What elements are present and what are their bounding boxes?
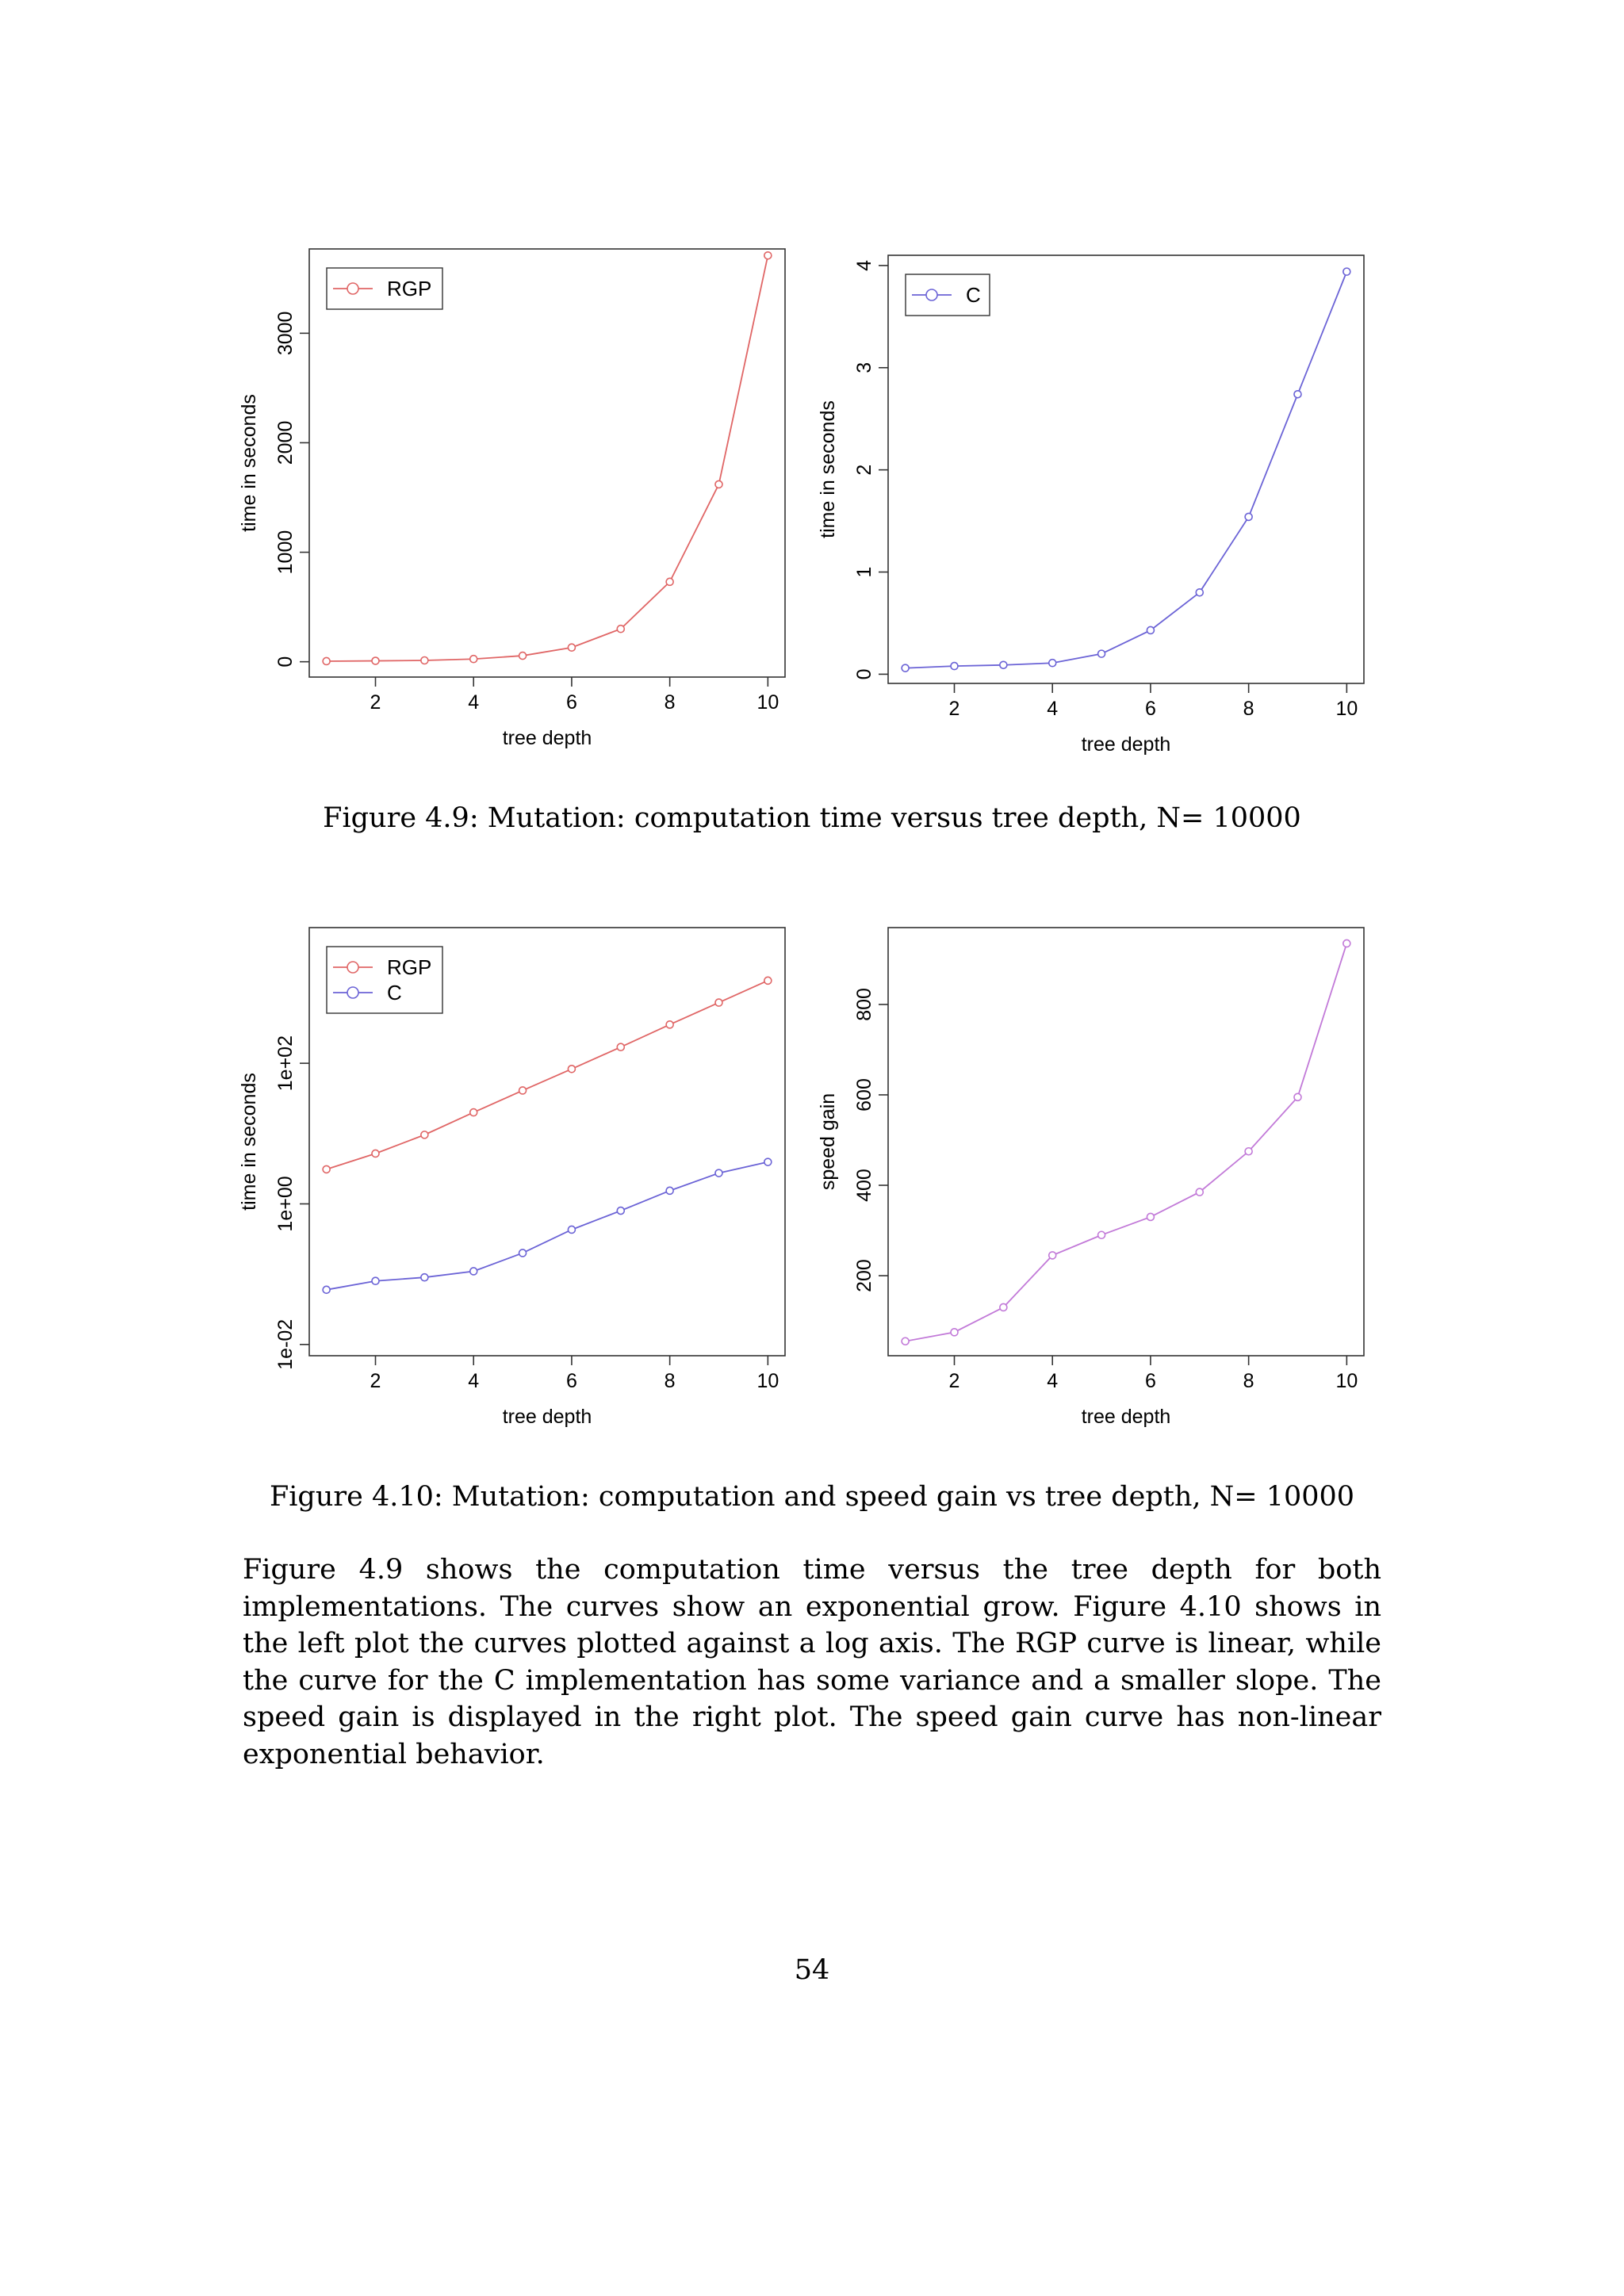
x-tick-label: 10 xyxy=(1335,698,1358,720)
data-point-series xyxy=(1000,1303,1007,1311)
legend-swatch-marker xyxy=(347,283,358,294)
y-tick-label: 1e+00 xyxy=(274,1176,297,1232)
data-point-rgp xyxy=(470,1109,477,1116)
x-tick-label: 8 xyxy=(664,1370,676,1392)
y-tick-label: 4 xyxy=(853,259,875,271)
legend-label: RGP xyxy=(387,955,432,979)
plot-frame xyxy=(888,255,1364,683)
data-point-series xyxy=(1343,939,1350,947)
chart-svg xyxy=(230,238,801,777)
y-tick-label: 1000 xyxy=(274,530,297,575)
x-tick-label: 8 xyxy=(1243,1370,1254,1392)
y-tick-label: 0 xyxy=(274,656,297,668)
data-point-c xyxy=(372,1277,379,1284)
data-point-series xyxy=(902,1337,909,1345)
series-line-series xyxy=(906,943,1347,1341)
data-point-rgp xyxy=(666,1021,673,1028)
data-point-c xyxy=(764,1158,772,1165)
plot-frame xyxy=(309,249,785,677)
data-point-rgp xyxy=(421,1131,428,1138)
y-tick-label: 3 xyxy=(853,362,875,373)
x-tick-label: 10 xyxy=(1335,1370,1358,1392)
data-point-c xyxy=(715,1169,722,1177)
y-tick-label: 0 xyxy=(853,668,875,680)
legend-label: C xyxy=(966,283,981,307)
x-tick-label: 2 xyxy=(948,1370,960,1392)
x-tick-label: 4 xyxy=(1047,698,1059,720)
series-line-c xyxy=(906,272,1347,668)
chart-fig410-right xyxy=(809,920,1380,1459)
data-point-series xyxy=(1196,1188,1203,1196)
data-point-rgp xyxy=(323,657,330,664)
y-tick-label: 1e-02 xyxy=(274,1318,297,1370)
legend-swatch-marker xyxy=(347,987,358,998)
y-tick-label: 600 xyxy=(853,1078,875,1112)
series-line-rgp xyxy=(327,255,768,661)
x-tick-label: 8 xyxy=(1243,698,1254,720)
data-point-rgp xyxy=(617,1043,624,1050)
data-point-series xyxy=(1049,1252,1056,1259)
y-tick-label: 1 xyxy=(853,566,875,578)
x-axis-label: tree depth xyxy=(502,727,592,749)
page-number: 54 xyxy=(794,1954,830,1986)
data-point-c xyxy=(1000,661,1007,668)
y-tick-label: 400 xyxy=(853,1169,875,1202)
x-axis-label: tree depth xyxy=(1081,1406,1171,1428)
chart-fig49-left xyxy=(230,238,801,777)
y-tick-label: 2000 xyxy=(274,420,297,465)
legend-swatch-marker xyxy=(347,962,358,973)
data-point-c xyxy=(1098,650,1105,657)
data-point-c xyxy=(666,1187,673,1194)
data-point-rgp xyxy=(715,999,722,1006)
x-tick-label: 2 xyxy=(370,691,381,714)
data-point-rgp xyxy=(715,480,722,488)
data-point-c xyxy=(617,1207,624,1215)
data-point-c xyxy=(1245,513,1252,520)
data-point-c xyxy=(1147,626,1154,633)
data-point-c xyxy=(470,1268,477,1275)
x-tick-label: 6 xyxy=(565,691,577,714)
data-point-c xyxy=(1294,391,1301,398)
figure-4-9-caption: Figure 4.9: Mutation: computation time versus tree depth, N= 10000 xyxy=(323,802,1301,834)
body-paragraph: Figure 4.9 shows the computation time versus the tree depth for both implementations. The curves show an exponential grow. Figure 4.10 shows in the left plot the curves plotted against a log axis. The RGP curve is linear, while the curve for the C implementation has some variance and a smaller slope. The speed gain is displayed in the right plot. The speed gain curve has non-linear exponential behavior. xyxy=(243,1554,1381,1770)
data-point-rgp xyxy=(421,657,428,664)
x-tick-label: 6 xyxy=(1144,1370,1156,1392)
x-axis-label: tree depth xyxy=(502,1406,592,1428)
legend-swatch-marker xyxy=(926,289,937,300)
data-point-rgp xyxy=(666,578,673,585)
x-tick-label: 8 xyxy=(664,691,676,714)
x-tick-label: 2 xyxy=(370,1370,381,1392)
data-point-rgp xyxy=(519,1087,527,1094)
y-tick-label: 2 xyxy=(853,464,875,476)
data-point-c xyxy=(902,664,909,672)
chart-svg xyxy=(809,920,1380,1459)
series-line-c xyxy=(327,1162,768,1290)
data-point-rgp xyxy=(372,1150,379,1157)
x-tick-label: 6 xyxy=(1144,698,1156,720)
x-tick-label: 6 xyxy=(565,1370,577,1392)
data-point-c xyxy=(1049,660,1056,667)
data-point-rgp xyxy=(372,657,379,664)
y-tick-label: 1e+02 xyxy=(274,1035,297,1092)
data-point-c xyxy=(568,1226,575,1233)
data-point-rgp xyxy=(764,977,772,984)
y-axis-label: time in seconds xyxy=(817,400,839,538)
y-axis-label: time in seconds xyxy=(238,394,260,532)
data-point-rgp xyxy=(764,252,772,259)
chart-fig410-left xyxy=(230,920,801,1459)
x-tick-label: 4 xyxy=(468,1370,480,1392)
data-point-series xyxy=(1294,1093,1301,1100)
data-point-rgp xyxy=(470,656,477,663)
x-tick-label: 10 xyxy=(756,1370,779,1392)
chart-fig49-right xyxy=(809,238,1380,777)
plot-frame xyxy=(888,928,1364,1356)
data-point-rgp xyxy=(323,1165,330,1173)
data-point-c xyxy=(951,663,958,670)
data-point-series xyxy=(951,1329,958,1336)
legend-label: C xyxy=(387,981,402,1004)
data-point-c xyxy=(421,1274,428,1281)
data-point-rgp xyxy=(568,644,575,651)
chart-svg xyxy=(809,238,1380,777)
data-point-series xyxy=(1245,1148,1252,1155)
data-point-rgp xyxy=(519,652,527,660)
figure-4-10-caption: Figure 4.10: Mutation: computation and speed gain vs tree depth, N= 10000 xyxy=(269,1481,1355,1513)
y-tick-label: 200 xyxy=(853,1259,875,1292)
y-axis-label: time in seconds xyxy=(238,1073,260,1211)
x-axis-label: tree depth xyxy=(1081,733,1171,756)
x-tick-label: 4 xyxy=(1047,1370,1059,1392)
data-point-c xyxy=(1343,268,1350,275)
data-point-c xyxy=(519,1249,527,1257)
data-point-rgp xyxy=(617,626,624,633)
x-tick-label: 2 xyxy=(948,698,960,720)
data-point-series xyxy=(1147,1213,1154,1220)
data-point-rgp xyxy=(568,1066,575,1073)
chart-svg xyxy=(230,920,801,1459)
y-tick-label: 3000 xyxy=(274,311,297,356)
x-tick-label: 10 xyxy=(756,691,779,714)
y-axis-label: speed gain xyxy=(817,1093,839,1191)
legend-label: RGP xyxy=(387,277,432,300)
y-tick-label: 800 xyxy=(853,988,875,1021)
data-point-c xyxy=(323,1286,330,1293)
data-point-series xyxy=(1098,1231,1105,1238)
x-tick-label: 4 xyxy=(468,691,480,714)
data-point-c xyxy=(1196,589,1203,596)
